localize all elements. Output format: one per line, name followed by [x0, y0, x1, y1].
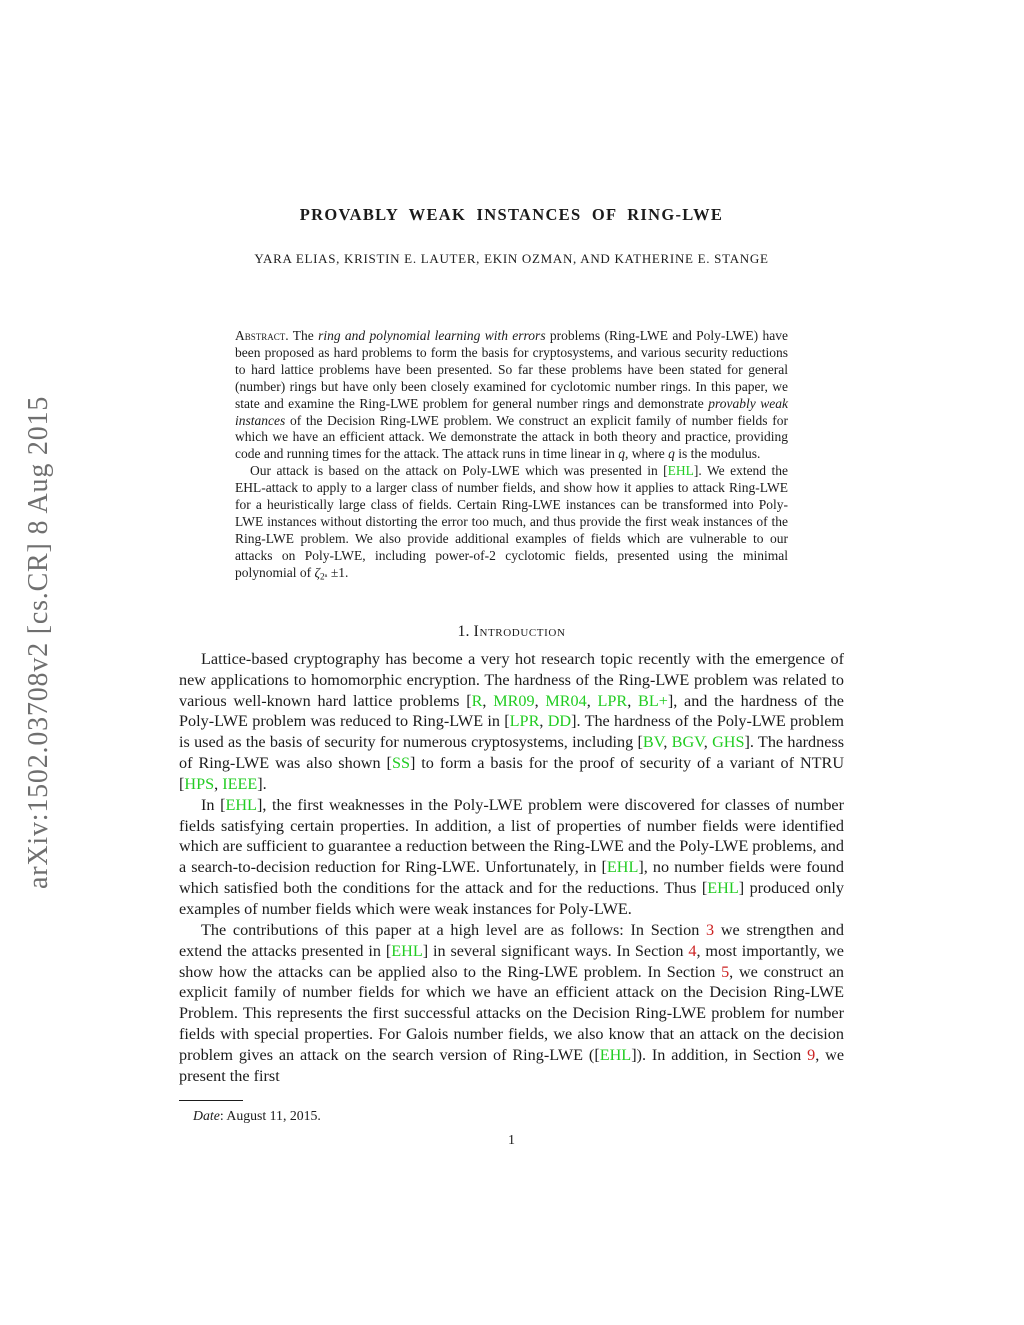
citation-link[interactable]: EHL — [667, 463, 694, 479]
abstract-paragraph — [235, 463, 788, 585]
text-segment: , — [586, 691, 598, 710]
text-segment: , — [627, 691, 639, 710]
text-segment: ], no number fields were found which satisfied both the conditions for the attack and for the reductions. Thus [ — [179, 858, 844, 898]
text-segment: In [ — [201, 795, 226, 814]
citation-link[interactable]: R — [471, 691, 483, 710]
text-segment: , we present the first — [179, 1045, 845, 1085]
citation-link[interactable]: GHS — [712, 733, 745, 752]
text-segment: ]. — [257, 774, 267, 793]
text-segment: problems (Ring-LWE and Poly-LWE) have been proposed as hard problems to form the basis for cryptosystems, and various security reductions to hard lattice problems have been presented. So far these problems have been stated for general (number) rings but have only been closely examined for cyclotomic number rings. In this paper, we state and examine the Ring-LWE problem for general number rings and demonstrate — [235, 328, 788, 411]
section-ref-link[interactable]: 9 — [807, 1045, 816, 1064]
text-segment: , — [703, 733, 713, 752]
date-line — [179, 1108, 844, 1124]
text-segment: ]. The hardness of Ring-LWE was also shown [ — [179, 733, 845, 773]
citation-link[interactable]: IEEE — [222, 774, 258, 793]
text-segment: : August 11, 2015. — [219, 1107, 321, 1123]
text-segment: , where — [625, 446, 669, 462]
citation-link[interactable]: EHL — [707, 879, 739, 898]
text-segment: q — [618, 446, 626, 462]
text-segment: ] produced only examples of number fields which were weak instances for Poly-LWE. — [179, 879, 844, 918]
text-segment: ring and polynomial learning with errors — [318, 328, 546, 343]
text-segment: ] to form a basis for the proof of security of a variant of NTRU [ — [179, 754, 845, 793]
section-heading — [179, 622, 844, 642]
section-number: 1. — [457, 622, 470, 640]
footnote-rule — [179, 1100, 243, 1101]
text-segment: , — [534, 691, 546, 710]
citation-link[interactable]: EHL — [391, 941, 423, 960]
text-segment: , — [214, 774, 223, 793]
citation-link[interactable]: MR09 — [493, 691, 535, 710]
text-segment: , most importantly, we show how the attacks can be applied also to the Ring-LWE problem. In Section — [179, 941, 844, 981]
text-segment: ]. We extend the EHL-attack to apply to a larger class of number fields, and show how it applies to attack Ring-LWE for a heuristically large class of fields. Certain Ring-LWE instances can be transformed into Poly-LWE instances without distorting the error too much, and thus provide the first weak instances of the Ring-LWE problem. We also provide additional examples of fields which are vulnerable to our attacks on Poly-LWE, including power-of-2 cyclotomic fields, presented using the minimal polynomial of — [235, 463, 788, 580]
intro-paragraph — [179, 649, 844, 795]
section-ref-link[interactable]: 3 — [706, 920, 715, 939]
section-ref-link[interactable]: 4 — [688, 941, 697, 960]
citation-link[interactable]: LPR — [509, 712, 540, 731]
text-segment: ], and the hardness of the Poly-LWE problem was reduced to Ring-LWE in [ — [179, 691, 844, 731]
citation-link[interactable]: EHL — [599, 1045, 632, 1064]
text-segment: of the Decision Ring-LWE problem. We construct an explicit family of number fields for which we have an efficient attack. We demonstrate the attack in both theory and practice, providing code and running times for the attack. The attack runs in time linear in — [235, 412, 788, 462]
text-segment: q — [668, 446, 675, 462]
text-segment: is the modulus. — [674, 446, 761, 462]
text-segment: The — [288, 328, 319, 343]
abstract-block — [235, 328, 788, 585]
abstract-paragraph — [235, 328, 788, 463]
text-segment: The contributions of this paper at a high level are as follows: In Section — [201, 920, 707, 939]
text-segment: Date — [193, 1107, 220, 1123]
paper-title: PROVABLY WEAK INSTANCES OF RING-LWE — [299, 205, 724, 224]
text-segment: Abstract. — [235, 328, 289, 343]
citation-link[interactable]: BGV — [671, 733, 704, 752]
text-segment: , — [482, 691, 494, 710]
intro-paragraph — [179, 920, 844, 1087]
text-segment: Our attack is based on the attack on Poly-LWE which was presented in [ — [250, 463, 668, 479]
text-segment: , we construct an explicit family of number fields for which we have an efficient attack on the Decision Ring-LWE Problem. This represents the first successful attacks on the Decision Ring-LWE problem for number fields with special properties. For Galois number fields, we also know that an attack on the decision problem gives an attack on the search version of Ring-LWE ([ — [179, 962, 845, 1064]
citation-link[interactable]: HPS — [184, 774, 215, 793]
intro-paragraph — [179, 795, 844, 920]
footnote-block — [179, 1100, 844, 1124]
citation-link[interactable]: DD — [547, 712, 572, 731]
authors-line: YARA ELIAS, KRISTIN E. LAUTER, EKIN OZMAN, AND KATHERINE E. STANGE — [254, 251, 769, 266]
text-segment: ±1. — [327, 564, 349, 580]
citation-link[interactable]: BV — [642, 733, 664, 752]
citation-link[interactable]: BL+ — [638, 691, 668, 710]
citation-link[interactable]: EHL — [606, 858, 639, 877]
text-segment: we strengthen and extend the attacks presented in [ — [179, 920, 844, 960]
section-ref-link[interactable]: 5 — [721, 962, 730, 981]
text-segment: provably weak instances — [235, 395, 788, 428]
text-segment: 2ⁿ — [319, 570, 328, 581]
arxiv-watermark: arXiv:1502.03708v2 [cs.CR] 8 Aug 2015 — [23, 395, 54, 890]
text-segment: ζ — [314, 564, 320, 580]
text-segment: Lattice-based cryptography has become a very hot research topic recently with the emergence of new applications to homomorphic encryption. The hardness of the Ring-LWE problem was related to various well-known hard lattice problems [ — [179, 649, 844, 710]
text-segment: ]. The hardness of the Poly-LWE problem is used as the basis of security for numerous cryptosystems, including [ — [179, 712, 845, 752]
citation-link[interactable]: EHL — [225, 795, 257, 814]
text-segment: , — [663, 733, 672, 752]
section-title: Introduction — [473, 622, 566, 640]
citation-link[interactable]: MR04 — [545, 691, 587, 710]
paper-page — [179, 0, 844, 1149]
page-number: 1 — [508, 1132, 515, 1148]
text-segment: ], the first weaknesses in the Poly-LWE problem were discovered for classes of number fields satisfying certain properties. In addition, a list of properties of number fields were identified which are sufficient to guarantee a reduction between the Ring-LWE and the Poly-LWE problems, and a search-to-decision reduction for Ring-LWE. Unfortunately, in [ — [179, 795, 844, 877]
text-segment: ]). In addition, in Section — [631, 1045, 808, 1064]
citation-link[interactable]: SS — [391, 754, 410, 773]
text-segment: , — [539, 712, 548, 731]
citation-link[interactable]: LPR — [597, 691, 628, 710]
introduction-body — [179, 649, 844, 1087]
text-segment: ] in several significant ways. In Section — [422, 941, 689, 960]
